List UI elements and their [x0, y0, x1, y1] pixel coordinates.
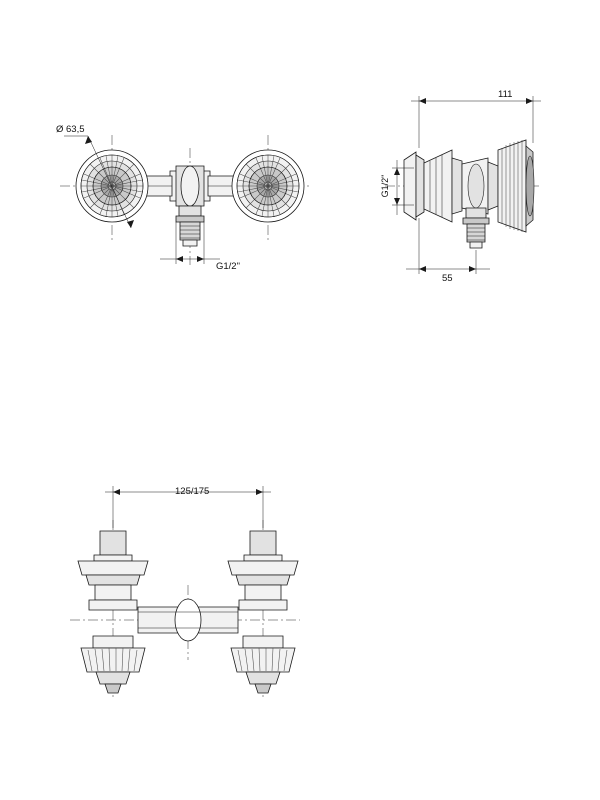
- label-outlet-thread: G1/2": [216, 261, 240, 272]
- front-right-handle: [232, 150, 304, 222]
- front-outlet-shank: [176, 206, 204, 246]
- front-left-handle: [76, 150, 148, 222]
- side-handle: [488, 140, 534, 232]
- dimension-overall-depth: [411, 96, 541, 148]
- front-view: [60, 135, 310, 265]
- front-body: [136, 166, 244, 206]
- label-centre-spacing: 125/175: [175, 486, 210, 497]
- top-body: [138, 599, 238, 641]
- top-view: [70, 486, 300, 700]
- label-inlet-thread: G1/2": [380, 174, 390, 198]
- side-wall-flange: [404, 152, 424, 220]
- side-outlet-shank: [463, 208, 489, 248]
- side-body: [462, 158, 488, 214]
- label-overall-depth: 111: [498, 89, 513, 100]
- label-projection: 55: [442, 273, 453, 284]
- label-handle-diameter: Ø 63,5: [56, 124, 85, 135]
- side-view: [385, 96, 541, 274]
- side-escutcheon: [424, 150, 462, 222]
